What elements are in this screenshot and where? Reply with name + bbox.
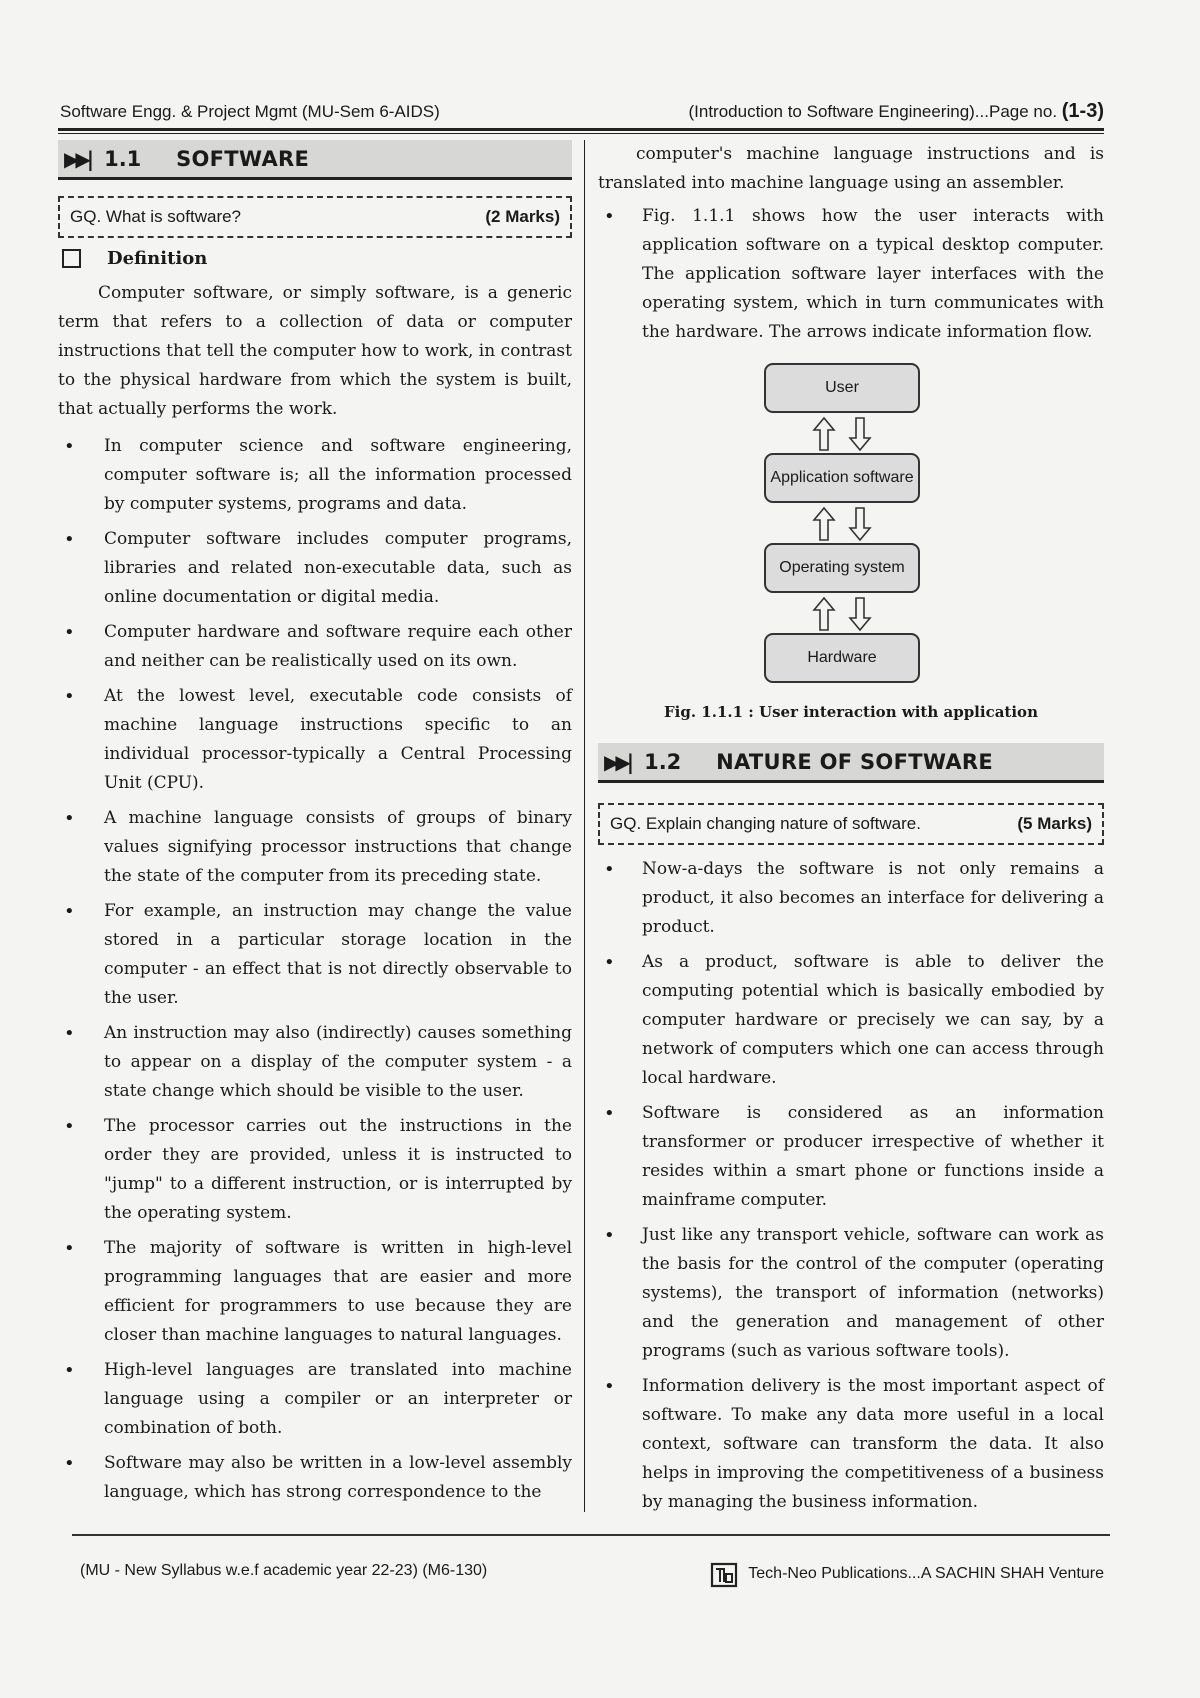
list-item: • Computer hardware and software require each other and neither can be realistically used on its own.: [58, 618, 572, 676]
diagram-box-operating-system: Operating system: [764, 543, 920, 593]
diagram-box-application-software: Application software: [764, 453, 920, 503]
footer-rule: [72, 1534, 1110, 1536]
list-item: • At the lowest level, executable code consists of machine language instructions specific to an individual processor-typically a Central Processing Unit (CPU).: [58, 682, 572, 798]
up-down-arrows-icon: [794, 505, 890, 543]
checkbox-square-icon: [62, 249, 81, 268]
list-item: • A machine language consists of groups of binary values signifying processor instructions that change the state of the computer from its preceding state.: [58, 804, 572, 891]
fast-forward-icon: ▶▶|: [64, 146, 91, 171]
section-1-2-heading: [598, 743, 1104, 783]
user-interaction-diagram: [598, 357, 1104, 697]
header-page-number: (1-3): [1061, 100, 1104, 122]
section-number: 1.1: [104, 146, 142, 171]
gq-question: [70, 207, 241, 227]
gq-marks: (5 Marks): [1017, 814, 1092, 833]
list-item: • In computer science and software engineering, computer software is; all the information processed by computer systems, programs and data.: [58, 432, 572, 519]
footer-syllabus: (MU - New Syllabus w.e.f academic year 22-23) (M6-130): [80, 1562, 488, 1579]
footer-publisher: [710, 1560, 1104, 1588]
publisher-logo-icon: [710, 1560, 738, 1588]
gq-question: [610, 814, 921, 834]
list-item: • The processor carries out the instructions in the order they are provided, unless it is instructed to "jump" to a different instruction, or is interrupted by the operating system.: [58, 1112, 572, 1228]
header-rule-thin: [58, 133, 1104, 134]
definition-label: Definition: [107, 248, 208, 269]
definition-paragraph: Computer software, or simply software, is a generic term that refers to a collection of data or computer instructions that tell the computer how to work, in contrast to the physical hardware from which the system is built, that actually performs the work.: [58, 283, 572, 419]
list-item: • The majority of software is written in high-level programming languages that are easier and more efficient for programmers to use because they are closer than machine languages to natural languages.: [58, 1234, 572, 1350]
header-book-title: Software Engg. & Project Mgmt (MU-Sem 6-AIDS): [60, 102, 440, 121]
diagram-box-user: User: [764, 363, 920, 413]
header-chapter: (Introduction to Software Engineering)...Page no.: [688, 102, 1062, 121]
gq-text: What is software?: [105, 207, 242, 226]
list-item: • Just like any transport vehicle, software can work as the basis for the control of the computer (operating systems), the transport of information (networks) and the generation and management of other programs (such as various software tools).: [598, 1221, 1104, 1366]
definition-heading: [58, 248, 572, 269]
list-item: • Information delivery is the most important aspect of software. To make any data more useful in a local context, software can transform the data. It also helps in improving the competitiveness of a business by managing the business information.: [598, 1372, 1104, 1517]
gq-box-2: [598, 803, 1104, 845]
up-down-arrows-icon: [794, 595, 890, 633]
gq-text: Explain changing nature of software.: [645, 814, 921, 833]
gq-label: GQ.: [610, 814, 642, 833]
column-divider: [584, 140, 585, 1512]
gq-marks: (2 Marks): [485, 207, 560, 226]
gq-label: GQ.: [70, 207, 102, 226]
list-item: • Computer software includes computer programs, libraries and related non-executable data, such as online documentation or digital media.: [58, 525, 572, 612]
list-item: • Software may also be written in a low-level assembly language, which has strong correspondence to the: [58, 1449, 572, 1507]
footer-publisher-text: Tech-Neo Publications...A SACHIN SHAH Venture: [748, 1565, 1104, 1582]
continuation-paragraph: computer's machine language instructions and is translated into machine language using an assembler.: [598, 144, 1104, 193]
section-title: NATURE OF SOFTWARE: [716, 749, 994, 774]
header-chapter-page: [688, 100, 1104, 123]
right-column: [598, 140, 1104, 1523]
up-down-arrows-icon: [794, 415, 890, 453]
nature-bullet-list: [598, 855, 1104, 1517]
list-item: • Fig. 1.1.1 shows how the user interacts with application software on a typical desktop computer. The application software layer interfaces with the operating system, which in turn communicates with the hardware. The arrows indicate information flow.: [598, 202, 1104, 347]
list-item: • For example, an instruction may change the value stored in a particular storage location in the computer - an effect that is not directly observable to the user.: [58, 897, 572, 1013]
list-item: • As a product, software is able to deliver the computing potential which is basically embodied by computer hardware or precisely we can say, by a network of computers which one can access through local hardware.: [598, 948, 1104, 1093]
header-rule: [58, 128, 1104, 131]
section-number: 1.2: [644, 749, 682, 774]
section-1-1-heading: [58, 140, 572, 180]
list-item: • High-level languages are translated into machine language using a compiler or an interpreter or combination of both.: [58, 1356, 572, 1443]
diagram-box-hardware: Hardware: [764, 633, 920, 683]
figure-intro-list: [598, 202, 1104, 347]
fast-forward-icon: ▶▶|: [604, 749, 631, 774]
left-column: [58, 140, 572, 1513]
list-item: • An instruction may also (indirectly) causes something to appear on a display of the computer system - a state change which should be visible to the user.: [58, 1019, 572, 1106]
section-title: SOFTWARE: [176, 146, 310, 171]
list-item: • Now-a-days the software is not only remains a product, it also becomes an interface for delivering a product.: [598, 855, 1104, 942]
software-bullet-list: [58, 432, 572, 1507]
gq-box-1: [58, 196, 572, 238]
list-item: • Software is considered as an information transformer or producer irrespective of whether it resides within a smart phone or functions inside a mainframe computer.: [598, 1099, 1104, 1215]
figure-caption: Fig. 1.1.1 : User interaction with application: [664, 703, 1038, 721]
